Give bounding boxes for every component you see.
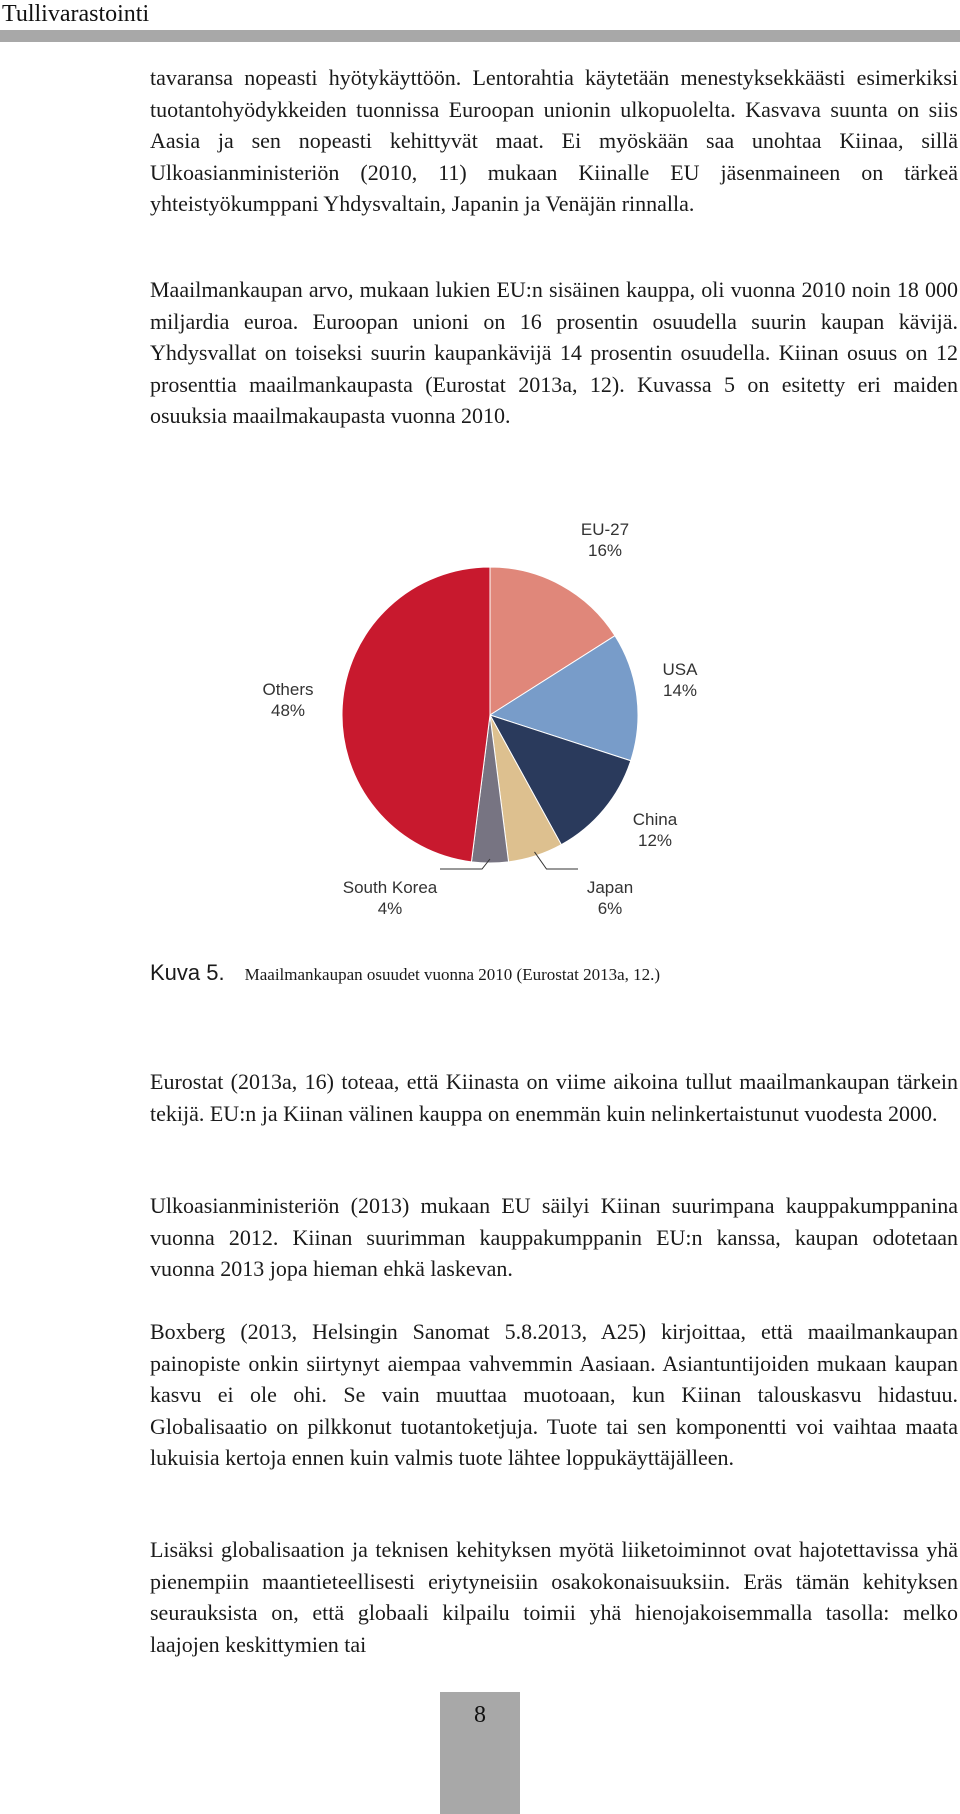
- pie-chart-svg: [250, 515, 730, 935]
- slice-value-eu-27: 16%: [587, 541, 623, 560]
- header-title: Tullivarastointi: [2, 1, 150, 27]
- page-number: 8: [474, 1702, 486, 1728]
- slice-label-japan: Japan: [586, 878, 634, 897]
- paragraph-6: Lisäksi globalisaation ja teknisen kehityksen myötä liiketoiminnot ovat hajotettavissa yhä pienempiin maantieteellisesti eriytyneisiin osakokonaisuuksiin. Eräs tämän kehityksen seurauksista on, että globaali kilpailu toimii yhä hienojakoisemmalla tasolla: melko laajojen keskittymien tai: [150, 1537, 958, 1657]
- slice-label-china: China: [632, 810, 678, 829]
- paragraph-5: Boxberg (2013, Helsingin Sanomat 5.8.2013, A25) kirjoittaa, että maailmankaupan painopiste onkin siirtynyt aiempaa vahvemmin Aasiaan. Asiantuntijoiden mukaan kaupan kasvu ei ole ohi. Se vain muuttaa muotoaan, kun Kiinan talouskasvu hidastuu. Globalisaatio on pilkkonut tuotantoketjuja. Tuote tai sen komponentti voi vaihtaa maata lukuisia kertoja ennen kuin valmis tuote lähtee loppukäyttäjälleen.: [150, 1319, 958, 1470]
- slice-value-south-korea: 4%: [377, 899, 403, 918]
- caption-label: Kuva 5.: [150, 960, 225, 985]
- leader-line-japan: [534, 852, 578, 869]
- slice-label-others: Others: [262, 680, 314, 699]
- slice-label-usa: USA: [662, 660, 698, 679]
- pie-slice-others: [342, 567, 490, 862]
- pie-chart: [250, 515, 730, 935]
- page-number-box: [440, 1692, 520, 1814]
- slice-value-usa: 14%: [662, 681, 698, 700]
- slice-value-china: 12%: [637, 831, 673, 850]
- paragraph-3: Eurostat (2013a, 16) toteaa, että Kiinasta on viime aikoina tullut maailmankaupan tärkein tekijä. EU:n ja Kiinan välinen kauppa on enemmän kuin nelinkertaistunut vuodesta 2000.: [150, 1069, 958, 1126]
- figure-caption: [150, 958, 950, 990]
- slice-value-others: 48%: [270, 701, 306, 720]
- caption-text: Maailmankaupan osuudet vuonna 2010 (Eurostat 2013a, 12.): [244, 965, 661, 984]
- paragraph-1: tavaransa nopeasti hyötykäyttöön. Lentorahtia käytetään menestyksekkäästi esimerkiksi tuotantohyödykkeiden tuonnissa Euroopan unionin ulkopuolelta. Kasvava suunta on siis Aasia ja sen nopeasti kehittyvät maat. Ei myöskään saa unohtaa Kiinaa, sillä Ulkoasianministeriön (2010, 11) mukaan Kiinalle EU jäsenmaineen on tärkeä yhteistyökumppani Yhdysvaltain, Japanin ja Venäjän rinnalla.: [150, 65, 958, 216]
- header-rule: [0, 30, 960, 42]
- slice-label-south-korea: South Korea: [342, 878, 438, 897]
- paragraph-4: Ulkoasianministeriön (2013) mukaan EU säilyi Kiinan suurimpana kauppakumppanina vuonna 2012. Kiinan suurimman kauppakumppanin EU:n kanssa, kaupan odotetaan vuonna 2013 jopa hieman ehkä laskevan.: [150, 1193, 958, 1281]
- slice-label-eu-27: EU-27: [580, 520, 630, 539]
- paragraph-2: Maailmankaupan arvo, mukaan lukien EU:n sisäinen kauppa, oli vuonna 2010 noin 18 000 miljardia euroa. Euroopan unioni on 16 prosentin osuudella suurin kaupan kävijä. Yhdysvallat on toiseksi suurin kaupankävijä 14 prosentin osuudella. Kiinan osuus on 12 prosenttia maailmankaupasta (Eurostat 2013a, 12). Kuvassa 5 on esitetty eri maiden osuuksia maailmakaupasta vuonna 2010.: [150, 277, 958, 428]
- slice-value-japan: 6%: [597, 899, 623, 918]
